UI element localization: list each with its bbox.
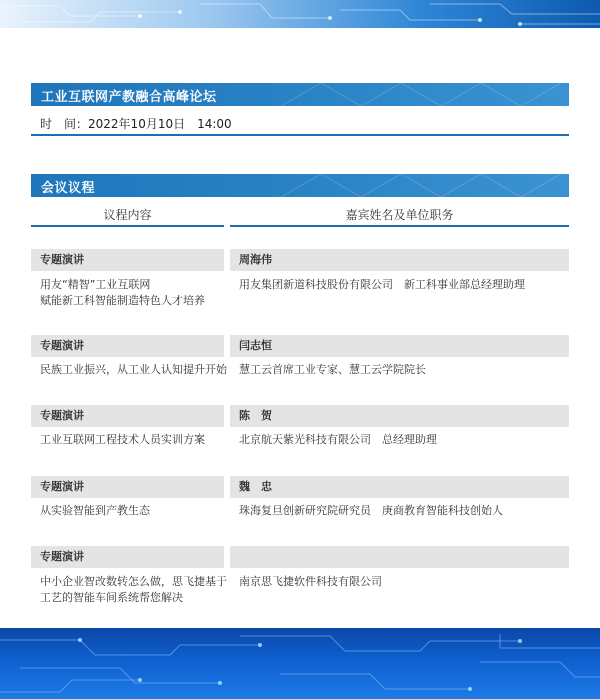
- forum-title-bar: [31, 83, 569, 106]
- time-label: 时 间：: [40, 117, 89, 131]
- top-banner: [0, 0, 600, 28]
- speaker-affiliation: 慧工云首席工业专家、慧工云学院院长: [239, 363, 426, 376]
- speaker-affiliation: 北京航天紫光科技有限公司 总经理助理: [239, 433, 437, 446]
- bottom-banner: [0, 628, 600, 699]
- session-type: 专题演讲: [31, 546, 224, 568]
- time-value: 2022年10月10日 14:00: [88, 117, 232, 131]
- speaker-name: 周海伟: [230, 249, 569, 271]
- session-topic-line: 工艺的智能车间系统帮您解决: [40, 591, 183, 604]
- circuit-pattern-top: [0, 0, 600, 28]
- speaker-affiliation: 南京思飞捷软件科技有限公司: [239, 575, 382, 588]
- agenda-title-bar: [31, 174, 569, 197]
- column-header-content: 议程内容: [103, 208, 152, 222]
- session-topic: 从实验智能到产教生态: [40, 504, 150, 517]
- column-underline-content: [31, 225, 224, 227]
- session-type: 专题演讲: [31, 249, 224, 271]
- session-topic: [40, 574, 227, 606]
- session-topic-line: 中小企业智改数转怎么做，思飞捷基于: [40, 575, 227, 588]
- session-type: 专题演讲: [31, 335, 224, 357]
- session-topic: [40, 277, 205, 309]
- speaker-name: 陈 贺: [230, 405, 569, 427]
- time-row: [40, 115, 232, 132]
- time-divider: [31, 134, 569, 136]
- session-type: 专题演讲: [31, 405, 224, 427]
- session-topic: 民族工业振兴，从工业人认知提升开始: [40, 363, 227, 376]
- speaker-affiliation: 用友集团新道科技股份有限公司 新工科事业部总经理助理: [239, 278, 525, 291]
- bar-pattern: [31, 174, 569, 197]
- session-topic: 工业互联网工程技术人员实训方案: [40, 433, 205, 446]
- session-type: 专题演讲: [31, 476, 224, 498]
- speaker-affiliation: 珠海复旦创新研究院研究员 庚商教育智能科技创始人: [239, 504, 503, 517]
- session-topic-line: 赋能新工科智能制造特色人才培养: [40, 294, 205, 307]
- column-header-guest: 嘉宾姓名及单位职务: [345, 208, 454, 222]
- speaker-name: 魏 忠: [230, 476, 569, 498]
- column-underline-guest: [230, 225, 569, 227]
- speaker-name: [230, 546, 569, 568]
- circuit-pattern-bottom: [0, 628, 600, 699]
- session-topic-line: 用友“精智”工业互联网: [40, 278, 151, 291]
- forum-title: 工业互联网产教融合高峰论坛: [41, 90, 217, 105]
- speaker-name: 闫志恒: [230, 335, 569, 357]
- agenda-title: 会议议程: [41, 181, 96, 196]
